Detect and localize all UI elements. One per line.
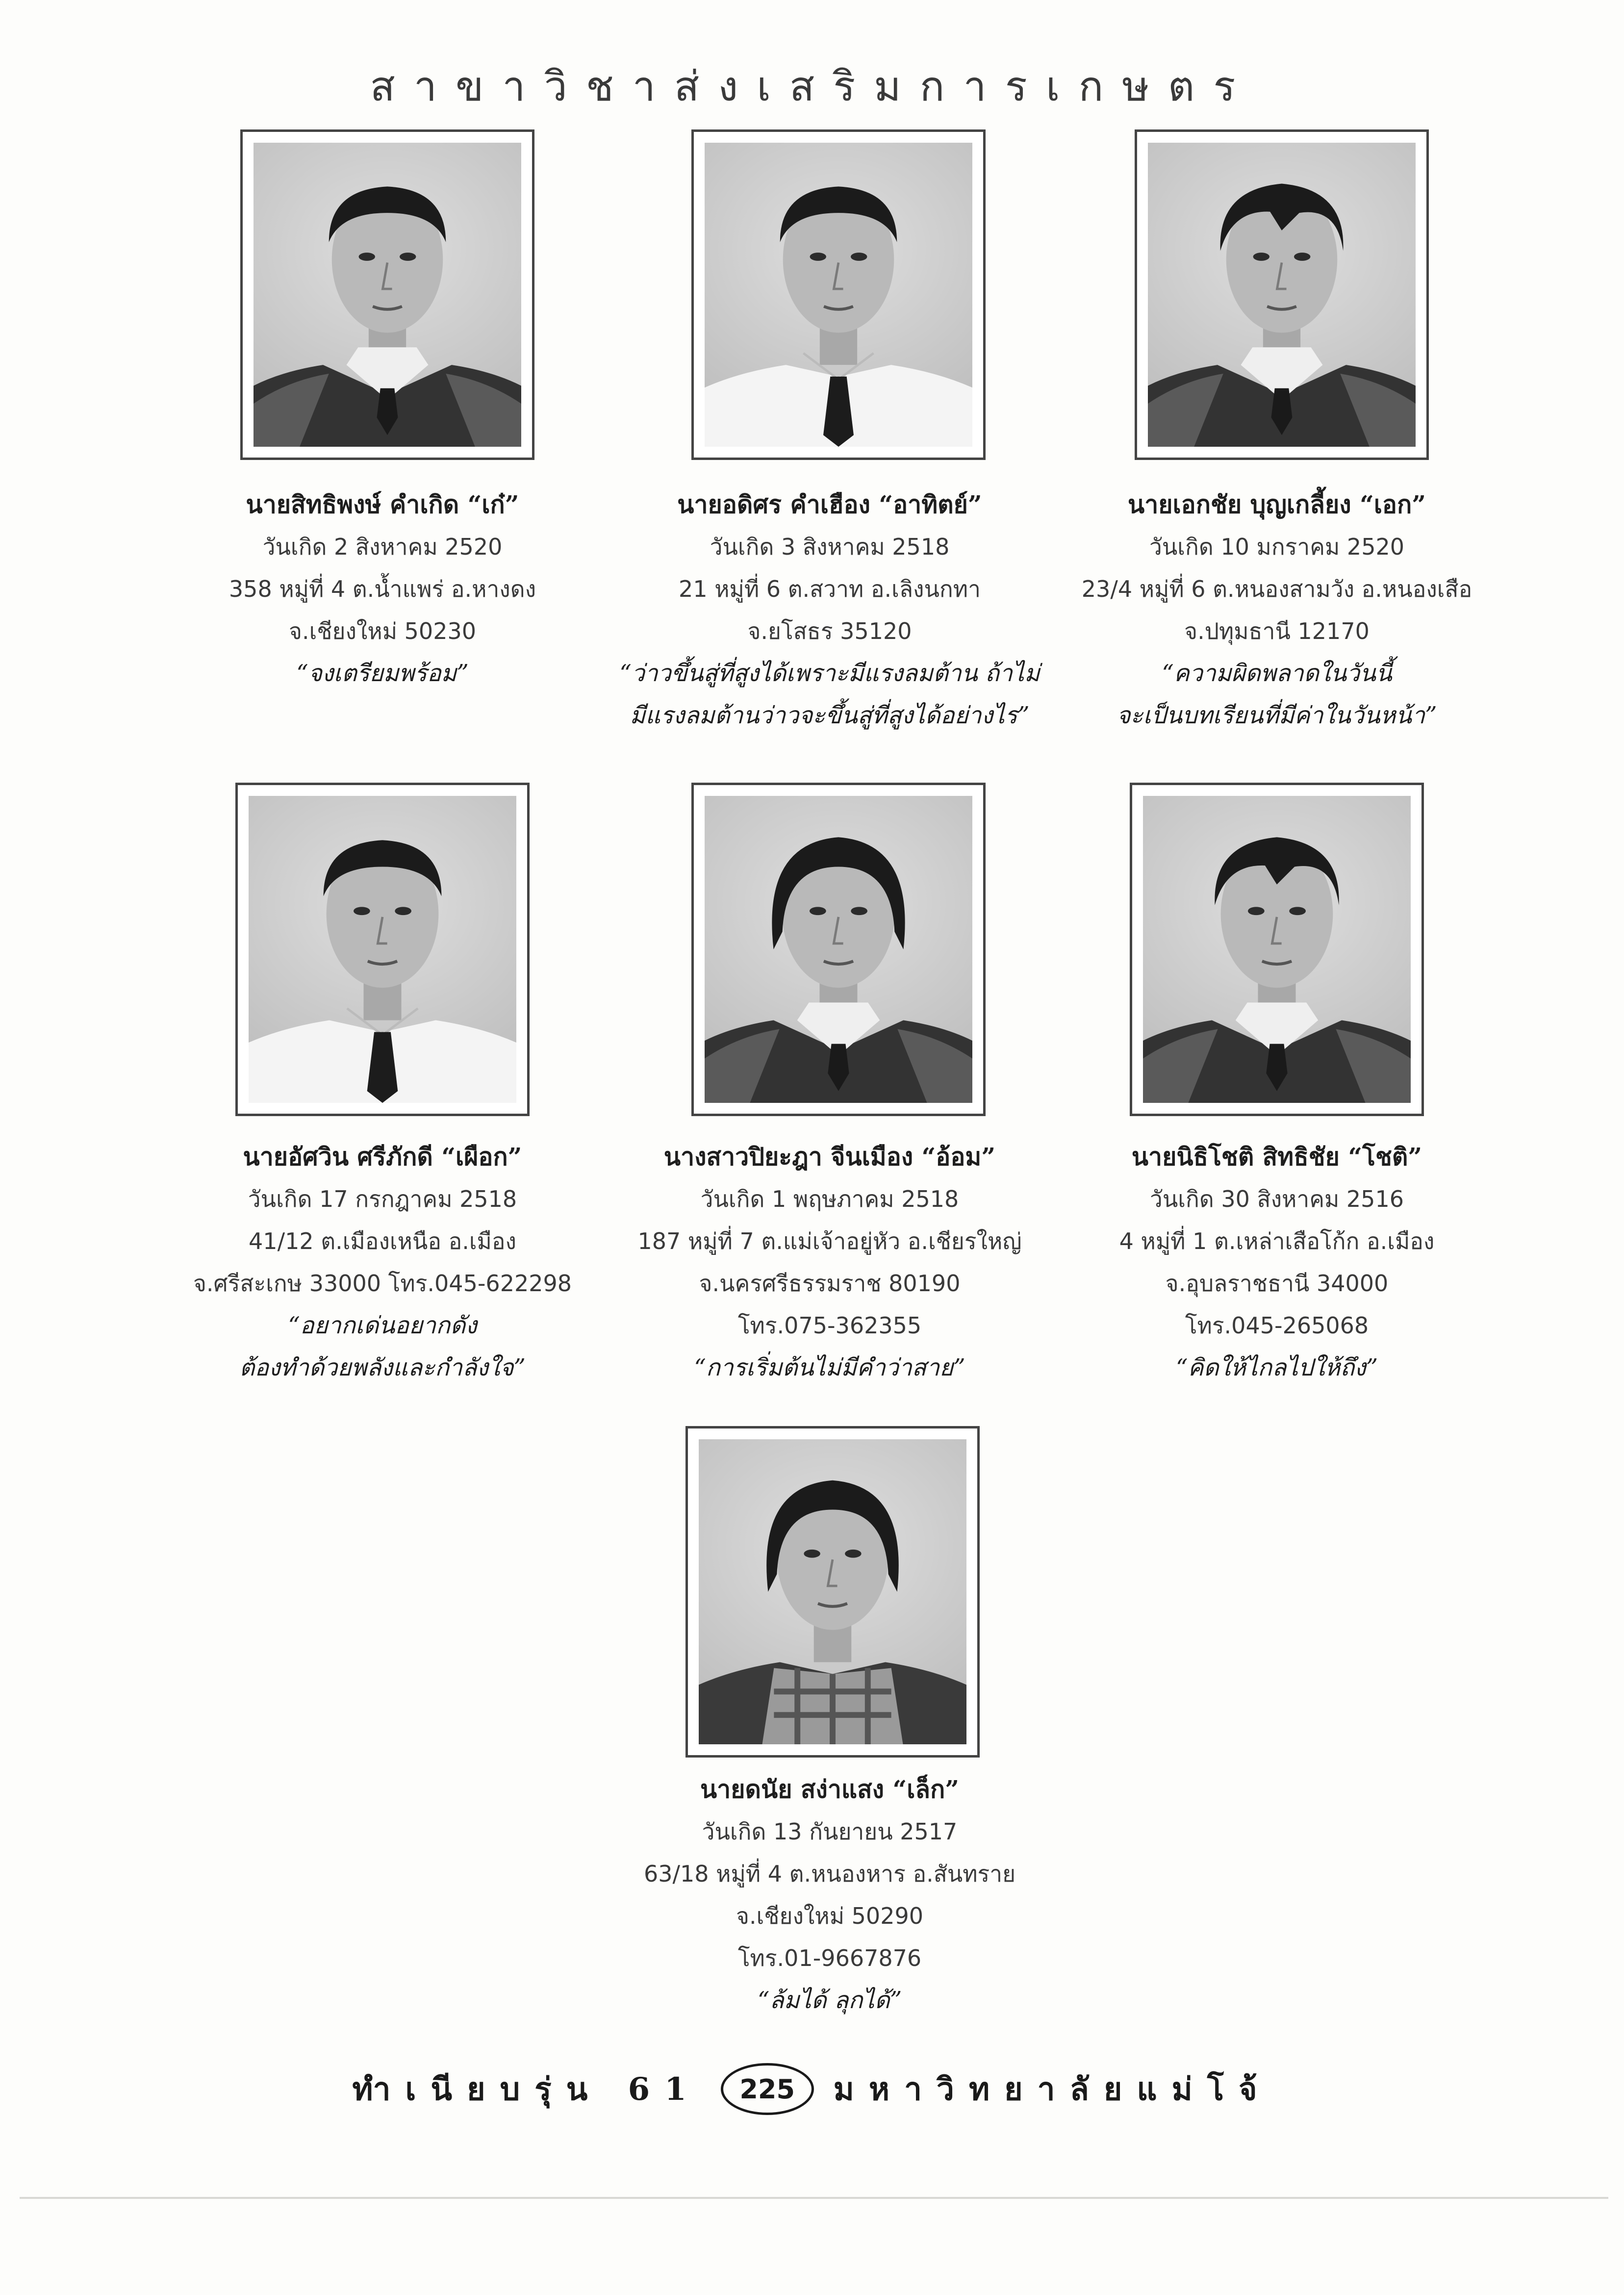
graduate-detail: 21 หมู่ที่ 6 ต.สวาท อ.เลิงนกทา xyxy=(679,576,981,602)
graduate-motto: “คิดให้ไกลไปให้ถึง” xyxy=(1175,1354,1378,1381)
portrait-photo xyxy=(705,143,972,447)
portrait-drawing xyxy=(699,1439,966,1744)
graduate-name: นายเอกชัย บุญเกลี้ยง “เอก” xyxy=(1128,490,1426,519)
portrait-photo xyxy=(1143,796,1411,1103)
portrait-photo xyxy=(1148,143,1416,447)
section-title: สาขาวิชาส่งเสริมการเกษตร xyxy=(370,62,1254,110)
graduate-motto: “การเริ่มต้นไม่มีคำว่าสาย” xyxy=(694,1354,965,1381)
portrait-drawing xyxy=(705,796,972,1103)
graduate-name: นายอดิศร คำเฮือง “อาทิตย์” xyxy=(677,490,982,519)
graduate-detail: 23/4 หมู่ที่ 6 ต.หนองสามวัง อ.หนองเสือ xyxy=(1081,576,1472,602)
page-footer xyxy=(0,2062,1624,2116)
portrait-drawing xyxy=(1148,143,1416,447)
graduate-detail: จ.อุบลราชธานี 34000 xyxy=(1165,1270,1389,1297)
graduate-detail: โทร.045-265068 xyxy=(1185,1312,1369,1339)
graduate-detail: วันเกิด 17 กรกฎาคม 2518 xyxy=(248,1186,517,1212)
graduate-info xyxy=(1032,1136,1522,1389)
graduate-motto: “ความผิดพลาดในวันนี้ xyxy=(1162,660,1392,687)
graduate-info xyxy=(584,1768,1075,2021)
footer-university-label: มหาวิทยาลัยแม่โจ้ xyxy=(833,2071,1272,2108)
graduate-name: นางสาวปิยะฎา จีนเมือง “อ้อม” xyxy=(663,1142,996,1171)
graduate-detail: วันเกิด 30 สิงหาคม 2516 xyxy=(1150,1186,1404,1212)
graduate-detail: จ.เชียงใหม่ 50290 xyxy=(736,1903,923,1929)
graduate-detail: จ.นครศรีธรรมราช 80190 xyxy=(699,1270,961,1297)
graduate-motto: ต้องทำด้วยพลังและกำลังใจ” xyxy=(239,1354,526,1381)
graduate-name: นายอัศวิน ศรีภักดี “เผือก” xyxy=(243,1142,522,1171)
portrait-drawing xyxy=(1143,796,1411,1103)
portrait-frame xyxy=(1135,129,1429,460)
graduate-detail: วันเกิด 13 กันยายน 2517 xyxy=(702,1818,958,1845)
graduate-detail: วันเกิด 1 พฤษภาคม 2518 xyxy=(700,1186,959,1212)
portrait-frame xyxy=(235,783,530,1116)
portrait-drawing xyxy=(705,143,972,447)
graduate-detail: โทร.01-9667876 xyxy=(737,1945,922,1971)
graduate-info xyxy=(1032,484,1522,737)
portrait-frame xyxy=(240,129,534,460)
graduate-motto: “จงเตรียมพร้อม” xyxy=(296,660,469,687)
graduate-info xyxy=(137,1136,628,1389)
portrait-frame xyxy=(685,1426,980,1758)
graduate-detail: จ.เชียงใหม่ 50230 xyxy=(289,618,476,644)
graduate-detail: วันเกิด 10 มกราคม 2520 xyxy=(1149,534,1404,560)
portrait-photo xyxy=(705,796,972,1103)
page-number-badge: 225 xyxy=(721,2063,814,2115)
portrait-frame xyxy=(1130,783,1424,1116)
portrait-photo xyxy=(249,796,516,1103)
graduate-detail: 187 หมู่ที่ 7 ต.แม่เจ้าอยู่หัว อ.เชียรใหญ่ xyxy=(637,1228,1022,1254)
portrait-frame xyxy=(691,783,986,1116)
graduate-detail: โทร.075-362355 xyxy=(737,1312,922,1339)
portrait-drawing xyxy=(249,796,516,1103)
graduate-detail: จ.ปทุมธานี 12170 xyxy=(1184,618,1370,644)
graduate-info xyxy=(584,1136,1075,1389)
graduate-name: นายดนัย สง่าแสง “เล็ก” xyxy=(700,1775,959,1804)
graduate-detail: 41/12 ต.เมืองเหนือ อ.เมือง xyxy=(249,1228,516,1254)
graduate-motto: จะเป็นบทเรียนที่มีค่าในวันหน้า” xyxy=(1116,702,1437,729)
graduate-detail: วันเกิด 2 สิงหาคม 2520 xyxy=(262,534,503,560)
portrait-drawing xyxy=(254,143,521,447)
graduate-motto: “ว่าวขึ้นสู่ที่สูงได้เพราะมีแรงลมต้าน ถ้าไม่ xyxy=(619,660,1040,687)
footer-class-label: ทำเนียบรุ่น 61 xyxy=(352,2071,701,2108)
graduate-motto: “ล้มได้ ลุกได้” xyxy=(757,1987,902,2014)
graduate-info xyxy=(584,484,1075,737)
portrait-photo xyxy=(254,143,521,447)
graduate-name: นายนิธิโชติ สิทธิชัย “โชติ” xyxy=(1131,1142,1422,1171)
page-edge-divider xyxy=(20,2197,1608,2199)
graduate-info xyxy=(137,484,628,694)
graduate-detail: 63/18 หมู่ที่ 4 ต.หนองหาร อ.สันทราย xyxy=(643,1861,1016,1887)
graduate-detail: 4 หมู่ที่ 1 ต.เหล่าเสือโก้ก อ.เมือง xyxy=(1119,1228,1435,1254)
graduate-detail: จ.ยโสธร 35120 xyxy=(747,618,912,644)
graduate-motto: “อยากเด่นอยากดัง xyxy=(288,1312,477,1339)
graduate-detail: จ.ศรีสะเกษ 33000 โทร.045-622298 xyxy=(193,1270,572,1297)
portrait-photo xyxy=(699,1439,966,1744)
graduate-detail: 358 หมู่ที่ 4 ต.น้ำแพร่ อ.หางดง xyxy=(228,576,536,602)
graduate-detail: วันเกิด 3 สิงหาคม 2518 xyxy=(710,534,950,560)
graduate-name: นายสิทธิพงษ์ คำเกิด “เก๋” xyxy=(246,490,519,519)
graduate-motto: มีแรงลมต้านว่าวจะขึ้นสู่ที่สูงได้อย่างไร” xyxy=(630,702,1030,729)
portrait-frame xyxy=(691,129,986,460)
